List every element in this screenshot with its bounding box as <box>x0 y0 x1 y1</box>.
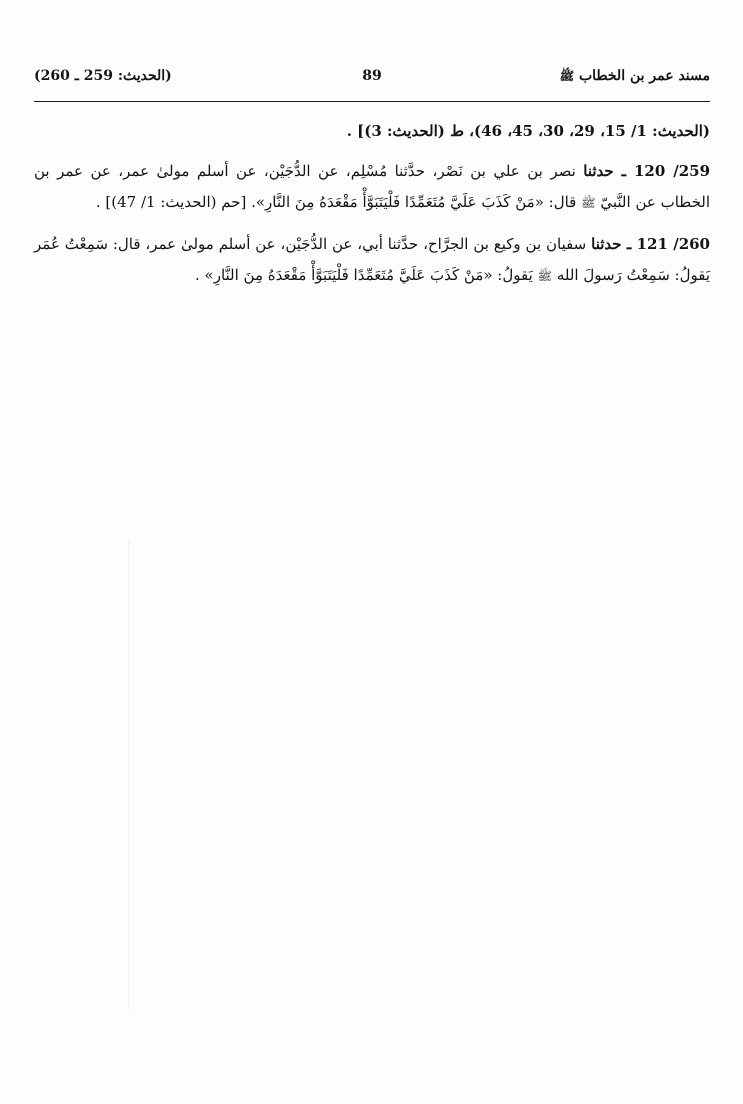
hadith-text: سفيان بن وكيع بن الجرَّاح، حدَّثنا أبي، عن الدُّجَيْن، عن أسلم مولىٰ عمر، قال: سَمِعْتُ عُمَر يَقولُ: سَمِعْتُ رَسولَ الله <box>34 235 710 284</box>
hadith-text: نصر بن علي بن نَصْر، حدَّثنا مُسْلِم، عن الدُّجَيْن، عن أسلم مولىٰ عمر، عن عمر بن الخطاب عن النَّبيّ <box>34 162 710 211</box>
page-number: 89 <box>362 68 382 84</box>
hadith-number: 259/ 120 <box>633 162 711 180</box>
running-title-text: مسند عمر بن الخطاب <box>578 68 710 84</box>
scan-artifact-line <box>128 540 129 1010</box>
hadith-259 <box>34 156 710 219</box>
honorific-symbol: ﷺ <box>559 69 575 83</box>
hadith-260 <box>34 229 710 292</box>
hadith-text-cont: يَقولُ: «مَنْ كَذَبَ عَلَيَّ مُتَعَمِّدًا فَلْيَتَبَوَّأْ مَقْعَدَهُ مِنَ النَّارِ» . <box>195 266 538 284</box>
hadith-dash: ـ <box>621 235 637 253</box>
header-rule <box>34 101 710 102</box>
running-header <box>34 68 710 92</box>
hadith-number: 260/ 121 <box>636 235 710 253</box>
hadith-text-cont: قال: «مَنْ كَذَبَ عَلَيَّ مُتَعَمِّدًا فَلْيَتَبَوَّأْ مَقْعَدَهُ مِنَ النَّارِ». [حم (الحديث: 1/ 47)] . <box>95 193 582 211</box>
honorific-symbol: ﷺ <box>581 196 596 210</box>
reference-line: (الحديث: 1/ 15، 29، 30، 45، 46)، ط (الحديث: 3)] . <box>346 122 710 140</box>
honorific-symbol: ﷺ <box>537 269 553 283</box>
haddathana-word: حدثنا <box>591 235 622 253</box>
hadith-dash: ـ <box>613 162 634 180</box>
page-body <box>34 116 710 292</box>
hadith-range: (الحديث: 259 ـ 260) <box>34 68 172 84</box>
haddathana-word: حدثنا <box>583 162 614 180</box>
